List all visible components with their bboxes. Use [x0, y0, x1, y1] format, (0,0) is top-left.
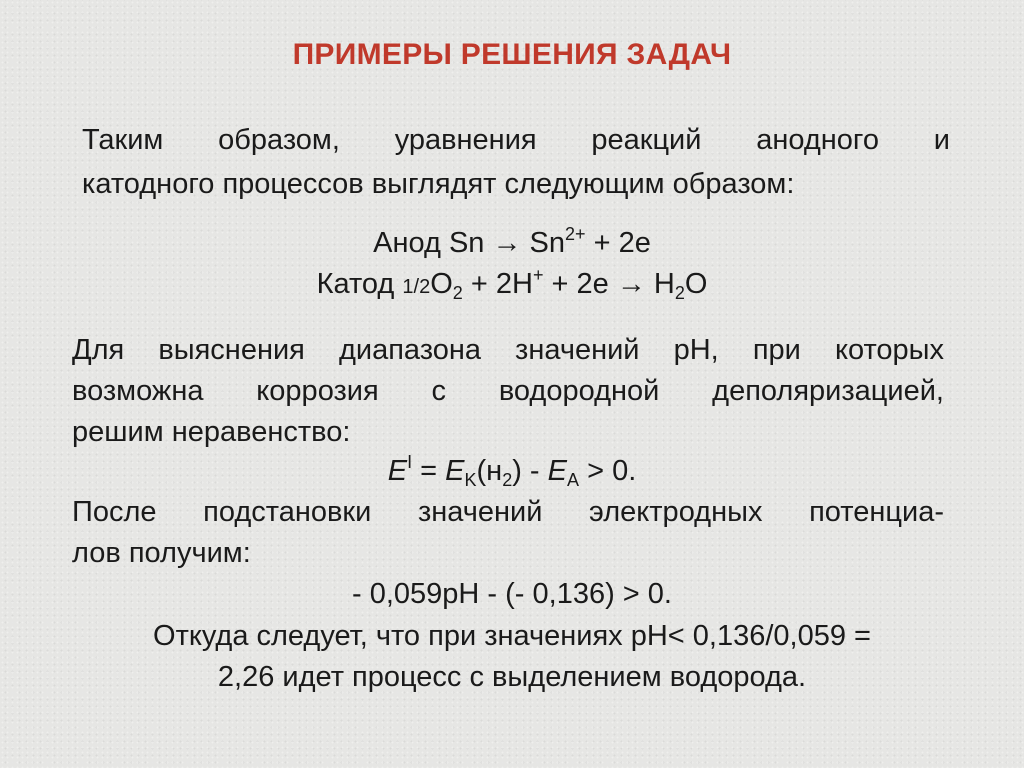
cathode-end: O	[684, 268, 708, 300]
conclusion-line-2: 2,26 идет процесс с выделением водорода.	[217, 661, 807, 693]
para3-line-1: После подстановки значений электродных потенциа-	[72, 496, 944, 528]
substituted-inequality: - 0,059рН - (- 0,136) > 0.	[352, 578, 672, 610]
anode-left: Sn → Sn	[448, 227, 566, 259]
ineq-ea: E	[547, 455, 567, 487]
ineq-h-sub: 2	[502, 470, 513, 490]
para2-line-2: возможна коррозия с водородной деполяризацией,	[72, 375, 944, 407]
anode-equation	[0, 221, 1024, 265]
tin-charge: 2+	[565, 224, 586, 244]
para3-line-2: лов получим:	[72, 537, 251, 569]
para2-line-3: решим неравенство:	[72, 416, 351, 448]
ineq-e: E	[387, 455, 408, 487]
ineq-tail: > 0.	[579, 455, 637, 487]
anode-right: + 2е	[585, 227, 651, 259]
inequality	[0, 449, 1024, 493]
ineq-eq: =	[412, 455, 446, 487]
slide-title: ПРИМЕРЫ РЕШЕНИЯ ЗАДАЧ	[292, 38, 732, 71]
cathode-oxygen: O	[430, 268, 453, 300]
para2-line-1: Для выяснения диапазона значений рН, при которых	[72, 334, 944, 366]
ineq-ek: E	[445, 455, 465, 487]
ineq-close: ) -	[512, 455, 548, 487]
ineq-ea-sub: A	[567, 470, 580, 490]
ineq-e-sup: I	[407, 452, 413, 472]
intro-line-1: Таким образом, уравнения реакций анодного и	[82, 124, 950, 156]
cathode-label: Катод	[316, 268, 395, 300]
water-subscript: 2	[674, 283, 685, 303]
oxygen-subscript: 2	[452, 283, 463, 303]
hydrogen-charge: +	[532, 265, 544, 285]
conclusion-line-1: Откуда следует, что при значениях рН< 0,136/0,059 =	[153, 620, 871, 652]
cathode-half: 1/2	[402, 276, 431, 298]
cathode-tail: + 2е → H	[543, 268, 675, 300]
intro-line-2: катодного процессов выглядят следующим образом:	[82, 168, 795, 200]
ineq-h: (н	[476, 455, 503, 487]
cathode-equation	[0, 262, 1024, 309]
anode-label: Анод	[373, 227, 441, 259]
cathode-hydrogen: + 2H	[462, 268, 533, 300]
ineq-ek-sub: K	[464, 470, 477, 490]
